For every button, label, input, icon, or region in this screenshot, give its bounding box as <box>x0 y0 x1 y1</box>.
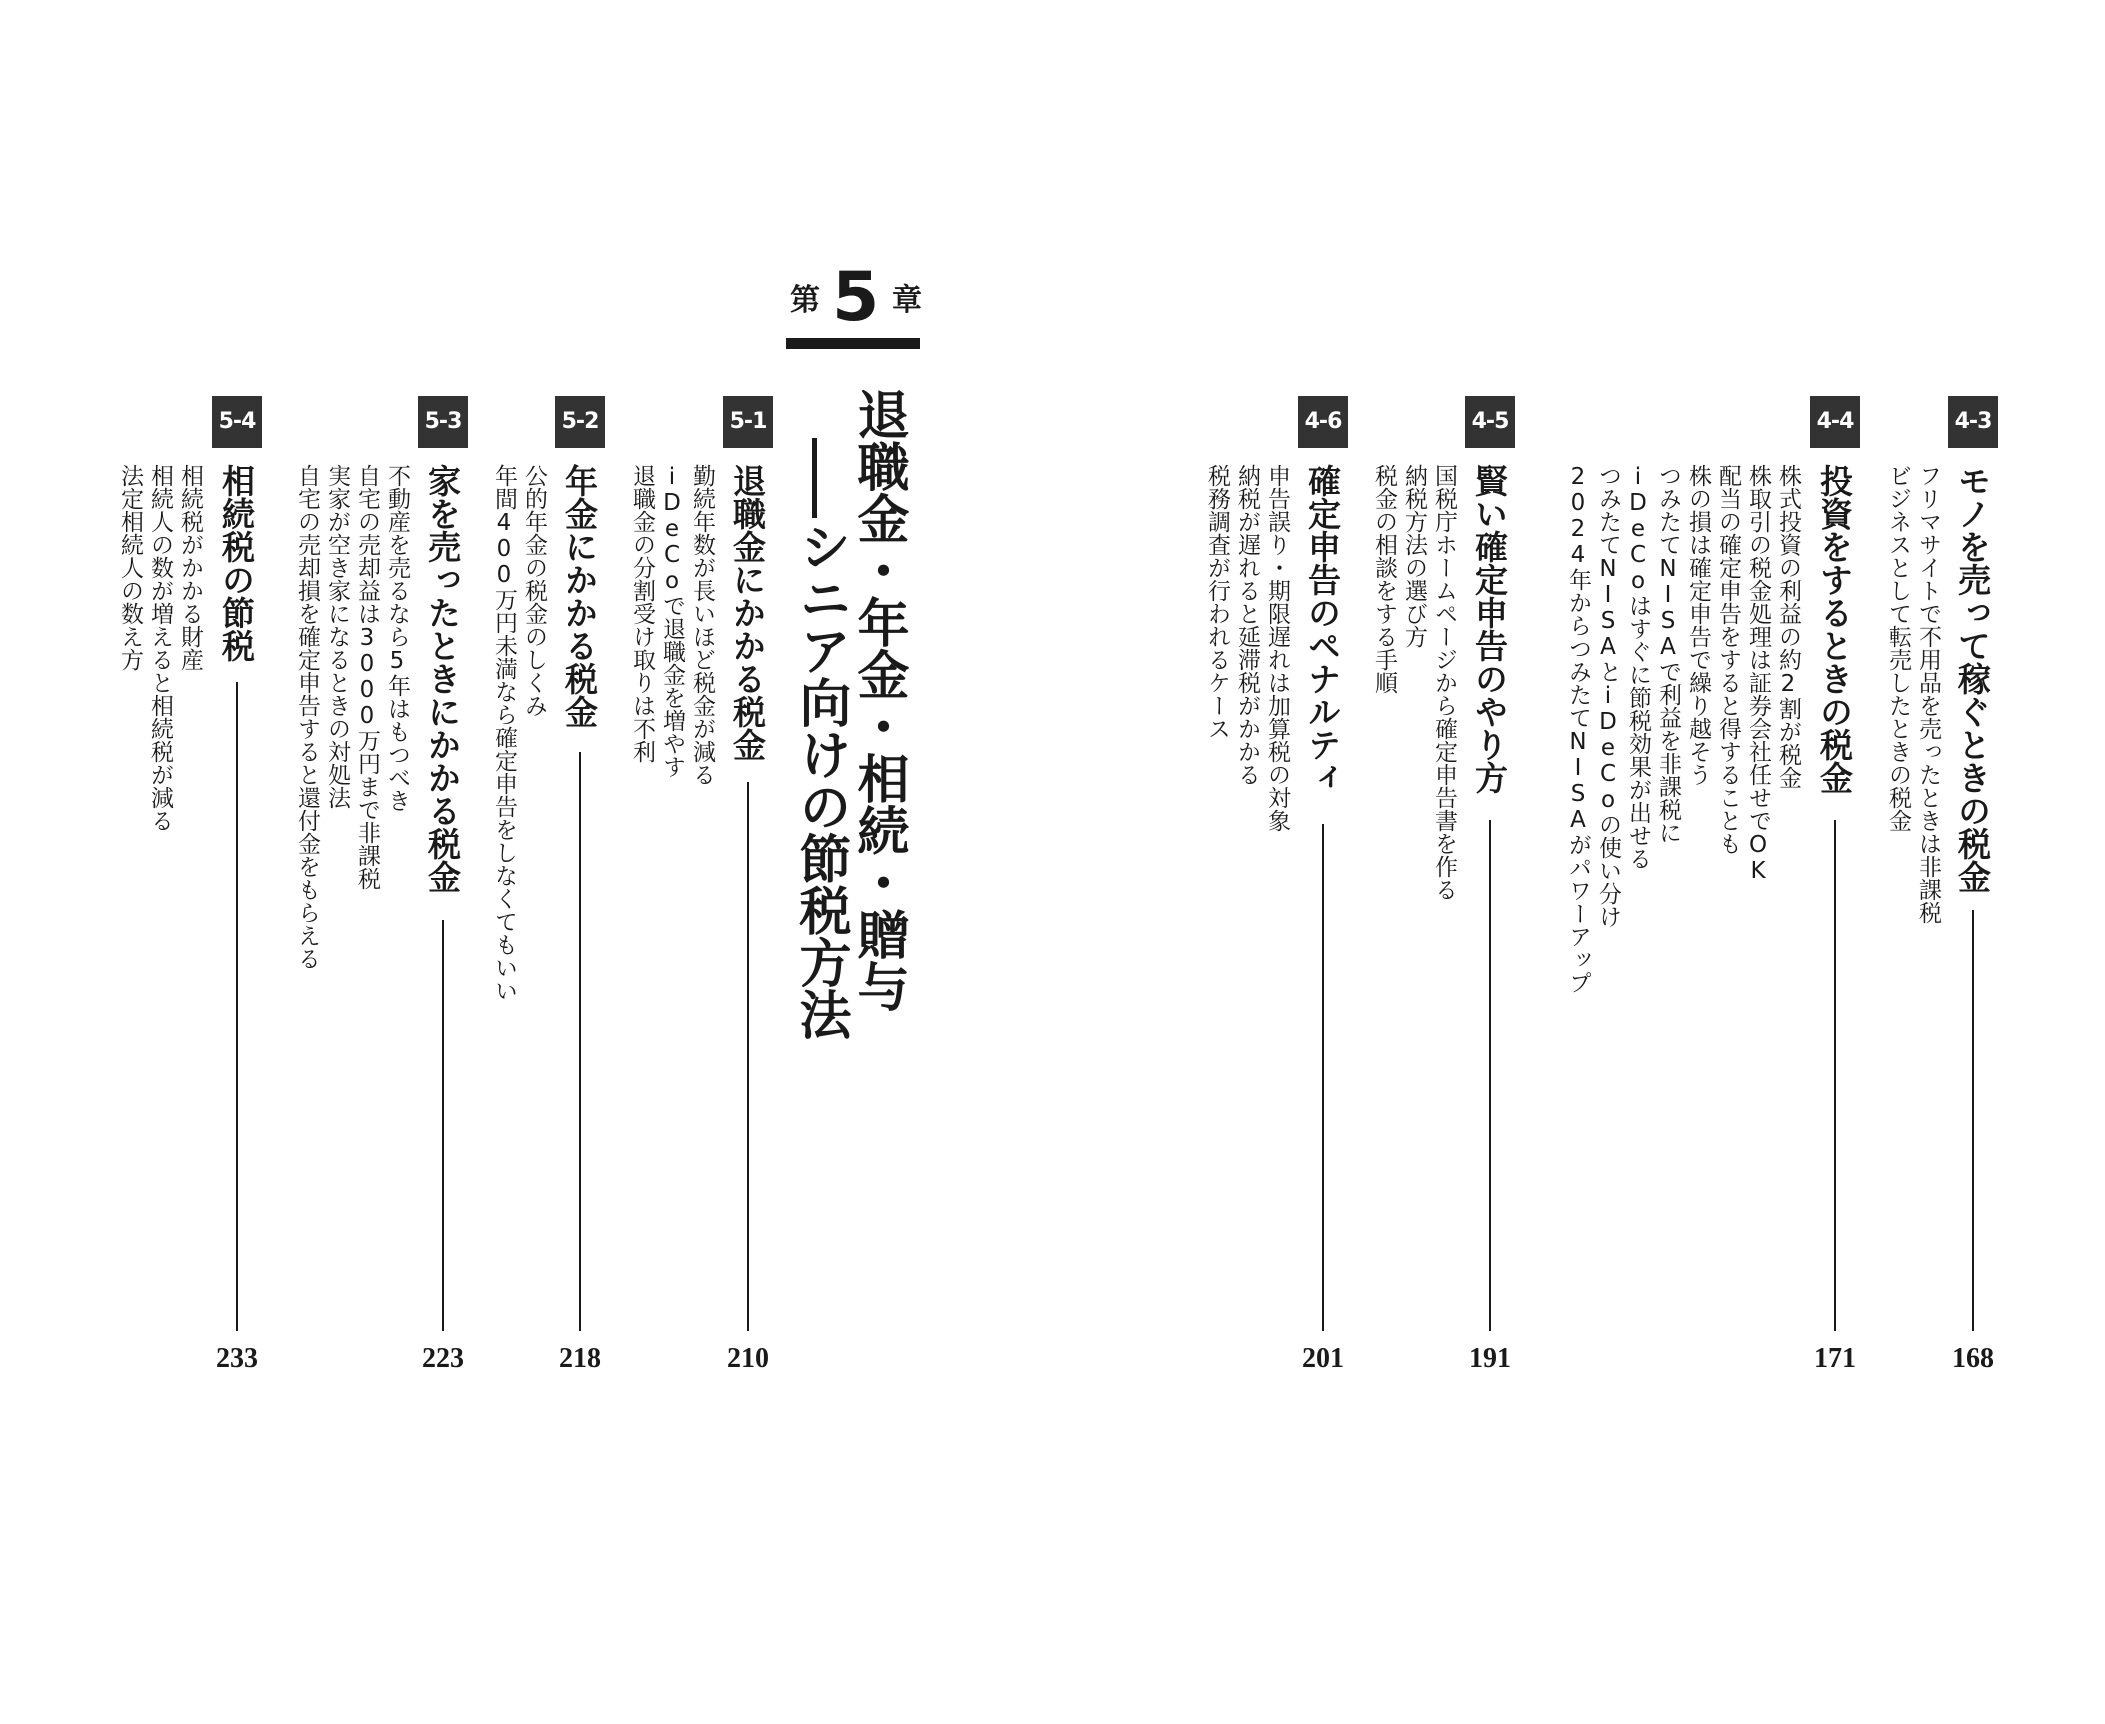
section-item: 自宅の売却損を確定申告すると還付金をもらえる <box>294 464 320 970</box>
leader-line <box>1489 820 1491 1331</box>
section-number-badge: 5-3 <box>418 396 468 448</box>
section-title: 確定申告のペナルティ <box>1303 464 1342 794</box>
section-title: 年金にかかる税金 <box>560 464 599 728</box>
section-number-badge: 4-3 <box>1948 396 1998 448</box>
leader-line <box>579 752 581 1331</box>
chapter-subtitle: シニア向けの節税方法 <box>790 520 850 1040</box>
page-number: 191 <box>1469 1343 1511 1374</box>
section-item: 税金の相談をする手順 <box>1371 464 1397 694</box>
section-item: 退職金の分割受け取りは不利 <box>629 464 655 763</box>
section-item: 株式投資の利益の約2割が税金 <box>1775 464 1801 789</box>
section-number-badge: 5-4 <box>212 396 262 448</box>
section-number-badge: 5-2 <box>555 396 605 448</box>
section-number-badge: 4-5 <box>1465 396 1515 448</box>
page-number: 201 <box>1302 1343 1344 1374</box>
section-title: 家を売ったときにかかる税金 <box>423 464 462 893</box>
section-item: 税務調査が行われるケース <box>1204 464 1230 740</box>
leader-line <box>1834 820 1836 1331</box>
page-number: 210 <box>727 1343 769 1374</box>
section-title: 投資をするときの税金 <box>1815 464 1854 794</box>
section-item: 株取引の税金処理は証券会社任せでOK <box>1745 464 1771 884</box>
section-item: 勤続年数が長いほど税金が減る <box>689 464 715 786</box>
leader-line <box>747 782 749 1331</box>
section-item: 不動産を売るなら5年はもつべき <box>384 464 410 812</box>
page-number: 171 <box>1814 1343 1856 1374</box>
section-item: 国税庁ホームページから確定申告書を作る <box>1431 464 1457 901</box>
leader-line <box>442 920 444 1331</box>
page-number: 223 <box>422 1343 464 1374</box>
chapter-subtitle-dash <box>812 438 817 518</box>
section-item: つみたてNISAで利益を非課税に <box>1655 464 1681 844</box>
section-item: つみたてNISAとiDeCoの使い分け <box>1595 464 1621 928</box>
page-number: 218 <box>559 1343 601 1374</box>
chapter-suffix: 章 <box>892 283 922 318</box>
leader-line <box>1322 824 1324 1331</box>
chapter-rule <box>786 338 920 349</box>
section-title: 退職金にかかる税金 <box>728 464 767 761</box>
chapter-number: 5 <box>832 258 880 337</box>
section-item: 納税が遅れると延滞税がかかる <box>1234 464 1260 786</box>
section-item: 公的年金の税金のしくみ <box>521 464 547 717</box>
section-item: 配当の確定申告をすると得することも <box>1715 464 1741 855</box>
section-item: 年間400万円未満なら確定申告をしなくてもいい <box>491 464 517 1002</box>
chapter-header <box>786 258 926 352</box>
chapter-prefix: 第 <box>790 283 820 318</box>
section-item: ビジネスとして転売したときの税金 <box>1885 464 1911 832</box>
chapter-title: 退職金・年金・相続・贈与 <box>848 388 908 1012</box>
section-number-badge: 5-1 <box>723 396 773 448</box>
section-title: 相続税の節税 <box>217 464 256 662</box>
section-item: 法定相続人の数え方 <box>117 464 143 671</box>
section-item: 株の損は確定申告で繰り越そう <box>1685 464 1711 786</box>
leader-line <box>1972 910 1974 1331</box>
section-title: モノを売って稼ぐときの税金 <box>1953 464 1992 893</box>
section-item: 申告誤り・期限遅れは加算税の対象 <box>1264 464 1290 832</box>
section-item: 納税方法の選び方 <box>1401 464 1427 648</box>
leader-line <box>236 682 238 1331</box>
section-item: 自宅の売却益は3000万円まで非課税 <box>354 464 380 890</box>
page-number: 233 <box>216 1343 258 1374</box>
section-title: 賢い確定申告のやり方 <box>1470 464 1509 794</box>
section-item: 実家が空き家になるときの対処法 <box>324 464 350 809</box>
section-item: iDeCoはすぐに節税効果が出せる <box>1625 464 1651 870</box>
page-number: 168 <box>1952 1343 1994 1374</box>
section-item: iDeCoで退職金を増やす <box>659 464 685 778</box>
section-item: 相続税がかかる財産 <box>177 464 203 671</box>
section-number-badge: 4-4 <box>1810 396 1860 448</box>
section-item: 相続人の数が増えると相続税が減る <box>147 464 173 832</box>
section-item: フリマサイトで不用品を売ったときは非課税 <box>1915 464 1941 924</box>
section-item: 2024年からつみたてNISAがパワーアップ <box>1565 464 1591 994</box>
section-number-badge: 4-6 <box>1298 396 1348 448</box>
